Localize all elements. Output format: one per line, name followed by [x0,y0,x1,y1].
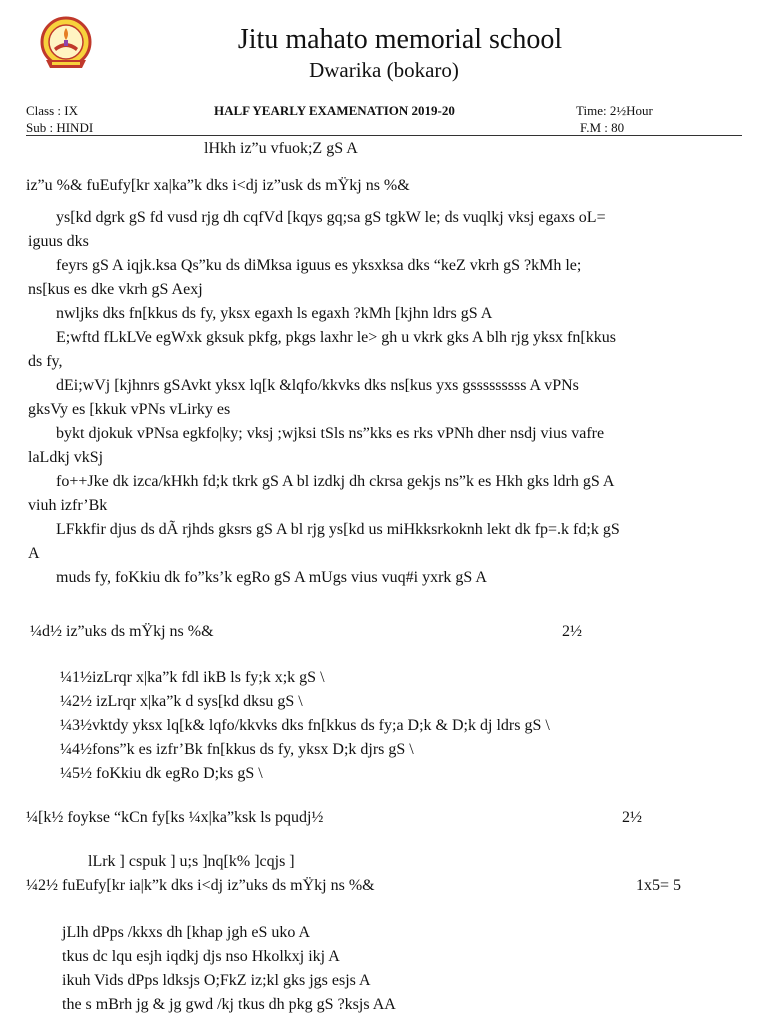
question-1a-item: ¼2½ izLrqr x|ka”k d sys[kd dksu gS \ [60,693,303,710]
passage-line: E;wftd fLkLVe egWxk gksuk pkfg, pkgs laxhr le> gh u vkrk gks A blh rjg yksx fn[kkus [56,329,616,346]
passage-paragraph [28,470,744,518]
passage-paragraph [28,254,744,302]
passage-line-continuation: ds fy, [28,353,63,370]
question-1a-prompt: ¼d½ iz”uks ds mŸkj ns %& [30,623,214,640]
passage-line-continuation: laLdkj vkSj [28,449,104,466]
poem-line: jLlh dPps /kkxs dh [khap jgh eS uko A [62,924,311,941]
passage-paragraph [28,326,744,374]
question-1a-item: ¼5½ foKkiu dk egRo D;ks gS \ [60,765,263,782]
question-1a-item: ¼3½vktdy yksx lq[k& lqfo/kkvks dks fn[kkus ds fy;a D;k & D;k dj ldrs gS \ [60,717,550,734]
school-location: Dwarika (bokaro) [309,58,459,82]
passage-line: ys[kd dgrk gS fd vusd rjg dh cqfVd [kqys gq;sa gS tgkW le; ds vuqlkj vksj egaxs oL= [56,209,606,226]
passage-line-continuation: gksVy es [kkuk vPNs vLirky es [28,401,231,418]
passage-line: dEi;wVj [kjhnrs gSAvkt yksx lq[k &lqfo/kkvks dks ns[kus yxs gsssssssss A vPNs [56,377,579,394]
full-marks-label: F.M : 80 [580,120,625,135]
poem-line: tkus dc lqu esjh iqdkj djs nso Hkolkxj ikj A [62,948,340,965]
passage-paragraph [28,374,744,422]
passage-line-continuation: A [28,545,40,562]
question-1b-prompt: ¼[k½ foykse “kCn fy[ks ¼x|ka”ksk ls pqudj½ [26,809,324,826]
subject-label: Sub : HINDI [26,120,94,135]
passage-paragraph [28,422,744,470]
passage-line-continuation: viuh izfr’Bk [28,497,108,514]
question-1b-words: lLrk ] cspuk ] u;s ]nq[k% ]cqjs ] [88,853,295,870]
time-label: Time: 2½Hour [576,103,653,118]
question-1a-marks: 2½ [562,623,582,640]
passage-paragraph [28,518,744,566]
question-1a-item: ¼1½izLrqr x|ka”k fdl ikB ls fy;k x;k gS \ [60,669,325,686]
passage-line: muds fy, foKkiu dk fo”ks’k egRo gS A mUgs vius vuq#i yxrk gS A [56,569,487,586]
question-1-prompt: iz”u %& fuEufy[kr xa|ka”k dks i<dj iz”usk ds mŸkj ns %& [26,177,410,194]
passage-line: feyrs gS A iqjk.ksa Qs”ku ds diMksa iguus es yksxksa dks “keZ vkrh gS ?kMh le; [56,257,582,274]
class-label: Class : IX [26,103,78,118]
passage-line: nwljks dks fn[kkus ds fy, yksx egaxh ls egaxh ?kMh [kjhn ldrs gS A [56,305,493,322]
passage-line: bykt djokuk vPNsa egkfo|ky; vksj ;wjksi tSls ns”kks es rks vPNh dher nsdj vius vafre [56,425,605,442]
poem-line: ikuh Vids dPps ldksjs O;FkZ iz;kl gks jgs esjs A [62,972,371,989]
passage-paragraph [28,206,744,254]
question-1b-marks: 2½ [622,809,642,826]
question-2-prompt: ¼2½ fuEufy[kr ia|k”k dks i<dj iz”uks ds mŸkj ns %& [26,877,375,894]
poem-line: the s mBrh jg & jg gwd /kj tkus dh pkg gS ?ksjs AA [62,996,396,1013]
section-title: lHkh iz”u vfuok;Z gS A [204,140,358,157]
header-divider [26,135,742,136]
passage-line-continuation: ns[kus es dke vkrh gS Aexj [28,281,203,298]
school-name: Jitu mahato memorial school [237,24,563,55]
passage-line: LFkkfir djus ds dÃ rjhds gksrs gS A bl rjg ys[kd us miHkksrkoknh lekt dk fp=.k fd;k gS [56,521,620,538]
passage-paragraph [28,302,744,326]
passage-line-continuation: iguus dks [28,233,89,250]
passage-paragraph [28,566,744,590]
question-2-marks: 1x5= 5 [636,877,682,894]
question-1a-item: ¼4½fons”k es izfr’Bk fn[kkus ds fy, yksx D;k djrs gS \ [60,741,414,758]
passage-line: fo++Jke dk izca/kHkh fd;k tkrk gS A bl izdkj dh ckrsa gekjs ns”k es Hkh gks ldrh gS A [56,473,615,490]
exam-title: HALF YEARLY EXAMENATION 2019-20 [214,103,455,118]
